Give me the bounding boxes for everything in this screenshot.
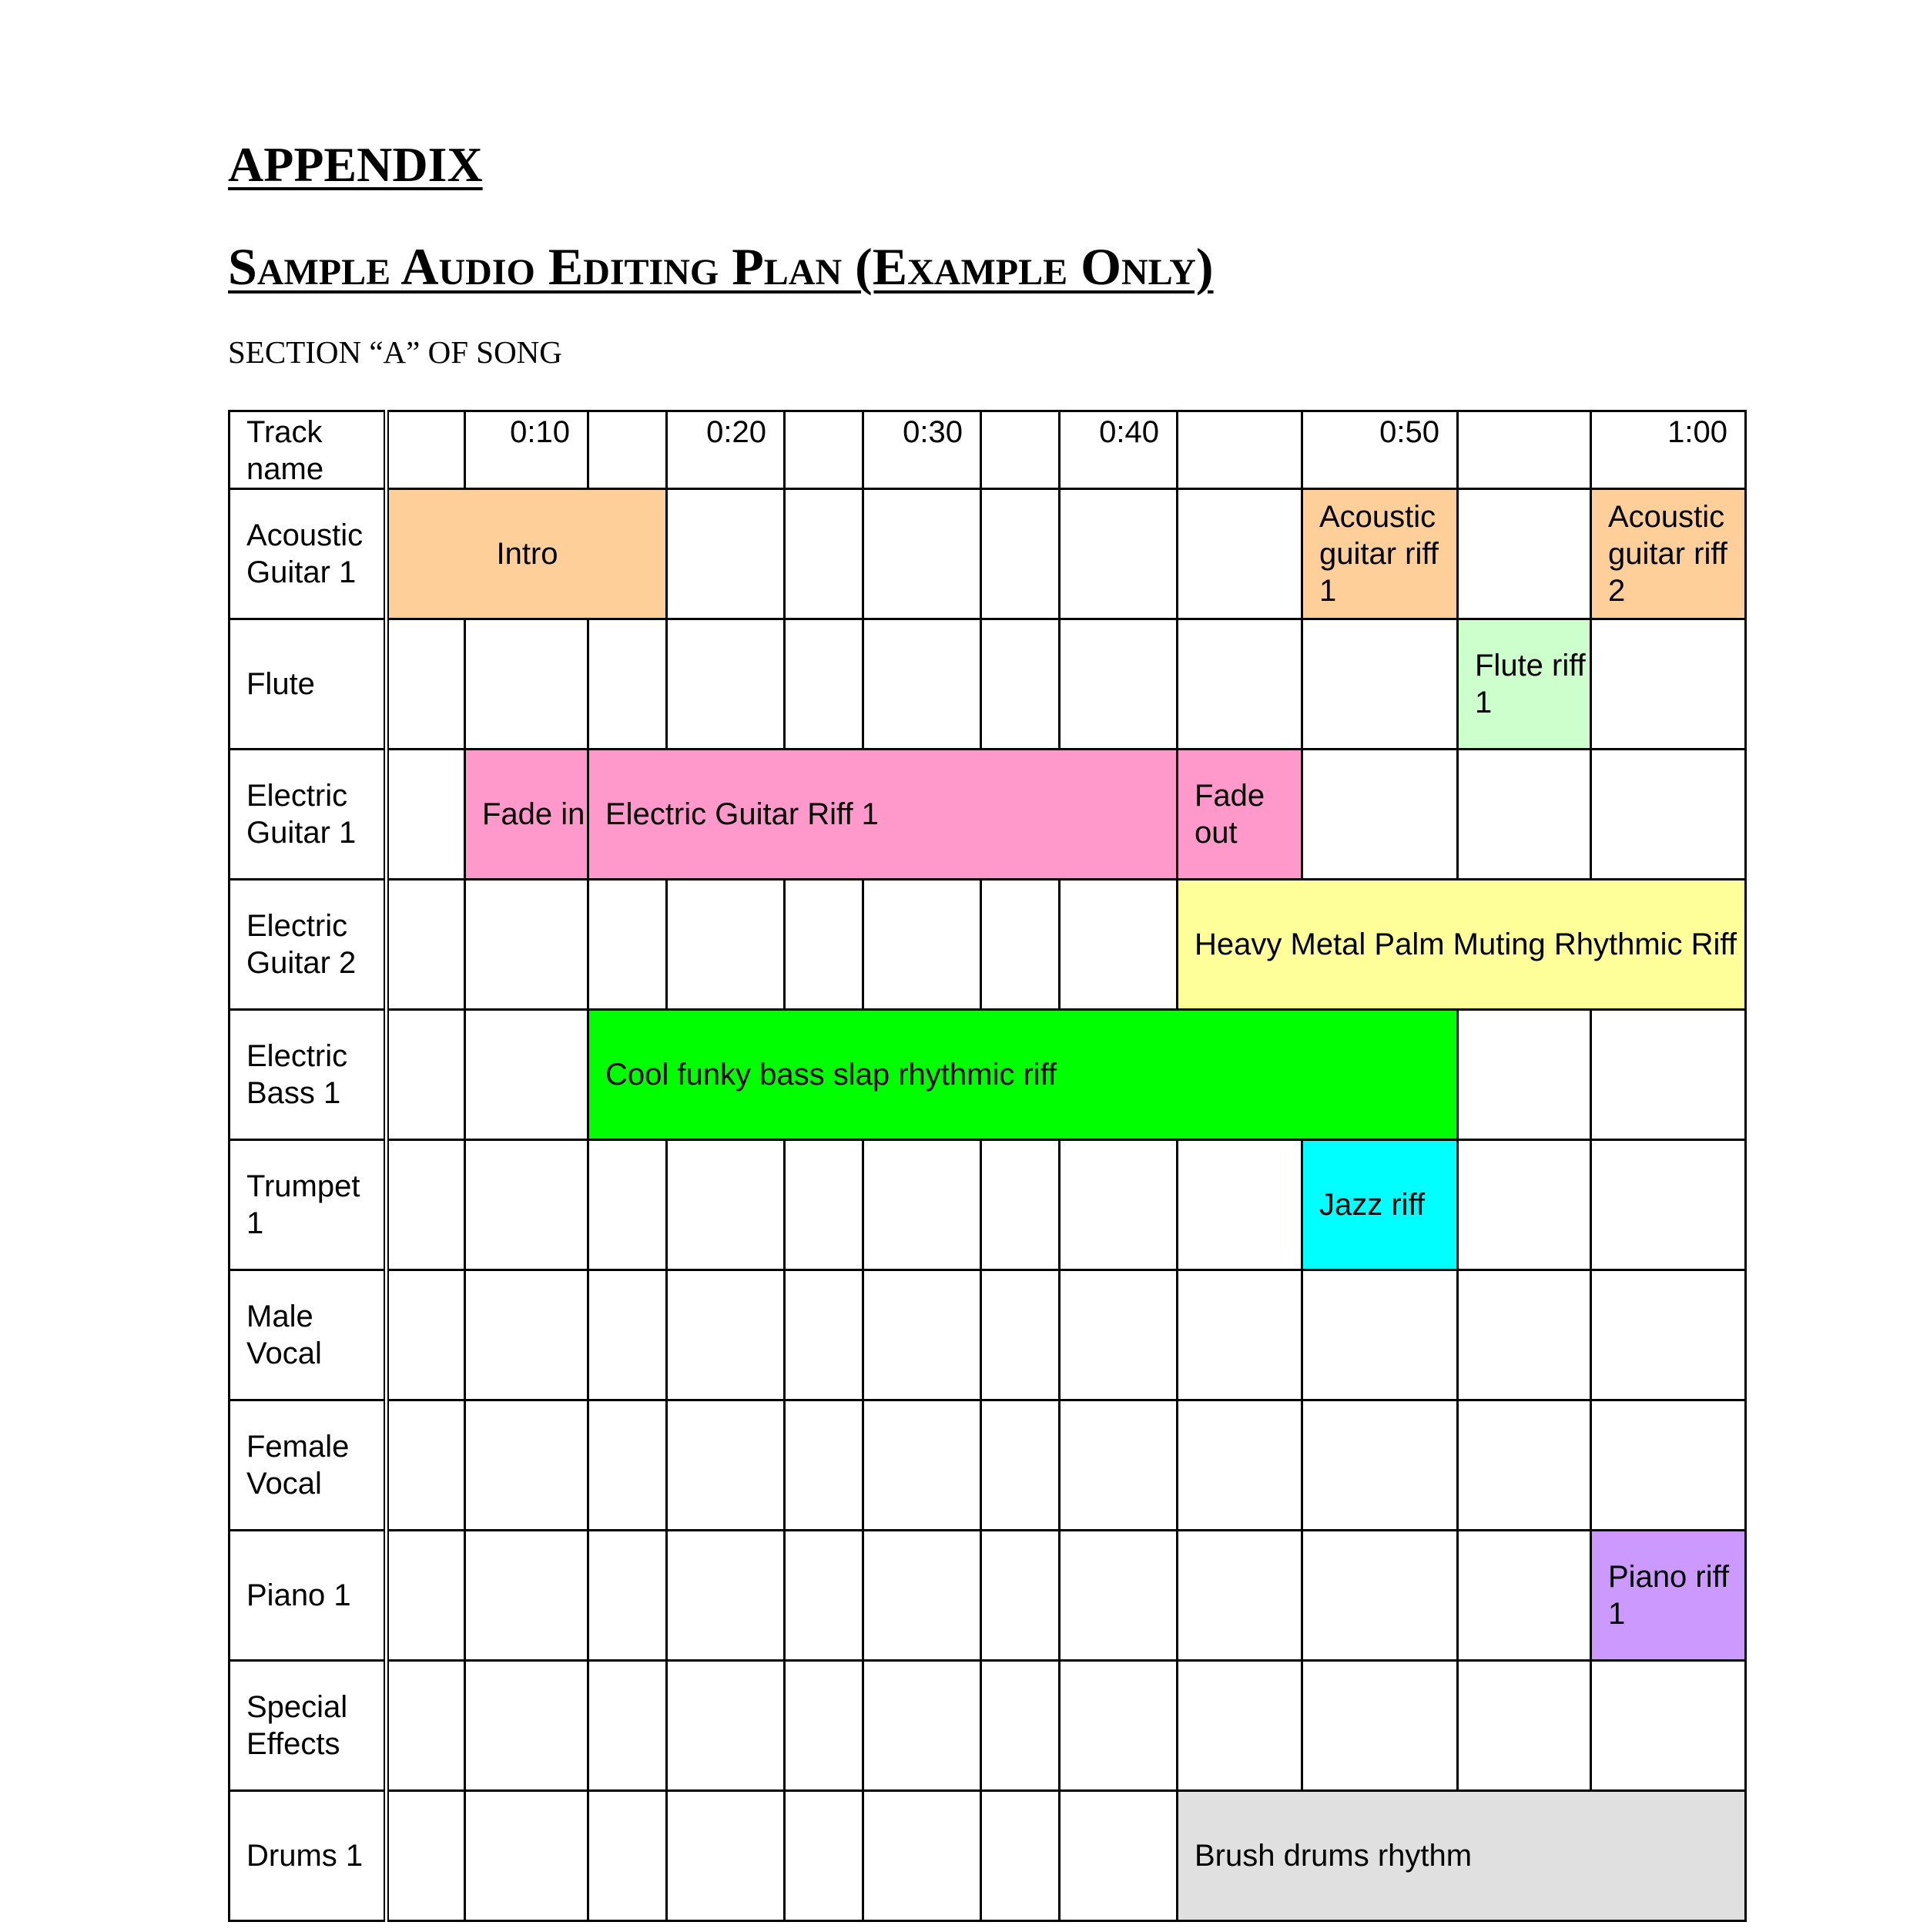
document-title: Sample Audio Editing Plan (Example Only)	[228, 237, 1214, 296]
track-row	[230, 619, 1746, 750]
empty-cell	[465, 1010, 588, 1140]
empty-cell	[667, 1140, 785, 1270]
empty-cell	[1458, 1400, 1591, 1531]
empty-cell	[785, 1791, 863, 1921]
empty-cell	[1302, 619, 1458, 750]
track-name: Special Effects	[230, 1661, 387, 1791]
clip-fade-in: Fade in	[465, 750, 588, 880]
track-name: Flute	[230, 619, 387, 750]
empty-cell	[1458, 750, 1591, 880]
track-row	[230, 750, 1746, 880]
empty-cell	[785, 880, 863, 1010]
empty-cell	[863, 1140, 981, 1270]
empty-cell	[667, 1661, 785, 1791]
clip-electric-guitar-riff-1: Electric Guitar Riff 1	[588, 750, 1178, 880]
empty-cell	[588, 619, 667, 750]
header-cell	[1458, 411, 1591, 489]
empty-cell	[1060, 1270, 1178, 1400]
empty-cell	[465, 880, 588, 1010]
track-name: Piano 1	[230, 1531, 387, 1661]
clip-piano-riff-1: Piano riff 1	[1591, 1531, 1746, 1661]
empty-cell	[1060, 1400, 1178, 1531]
empty-cell	[1178, 1270, 1302, 1400]
empty-cell	[667, 1270, 785, 1400]
empty-cell	[1458, 489, 1591, 619]
header-cell	[785, 411, 863, 489]
empty-cell	[785, 619, 863, 750]
empty-cell	[785, 1400, 863, 1531]
appendix-heading: APPENDIX	[228, 137, 483, 192]
empty-cell	[1060, 489, 1178, 619]
empty-cell	[588, 1400, 667, 1531]
clip-heavy-metal-riff: Heavy Metal Palm Muting Rhythmic Riff	[1178, 880, 1746, 1010]
empty-cell	[1060, 619, 1178, 750]
track-name: Acoustic Guitar 1	[230, 489, 387, 619]
empty-cell	[1178, 619, 1302, 750]
empty-cell	[588, 1140, 667, 1270]
empty-cell	[1178, 489, 1302, 619]
header-cell	[1178, 411, 1302, 489]
clip-fade-out: Fade out	[1178, 750, 1302, 880]
empty-cell	[1591, 1010, 1746, 1140]
empty-cell	[981, 1140, 1060, 1270]
header-cell	[981, 411, 1060, 489]
empty-cell	[667, 880, 785, 1010]
empty-cell	[785, 1270, 863, 1400]
empty-cell	[667, 1400, 785, 1531]
clip-brush-drums-rhythm: Brush drums rhythm	[1178, 1791, 1746, 1921]
empty-cell	[981, 489, 1060, 619]
empty-cell	[387, 1400, 465, 1531]
empty-cell	[1060, 880, 1178, 1010]
empty-cell	[1302, 750, 1458, 880]
header-row	[230, 411, 1746, 489]
empty-cell	[1458, 1010, 1591, 1140]
empty-cell	[981, 1661, 1060, 1791]
empty-cell	[1178, 1531, 1302, 1661]
track-row	[230, 1661, 1746, 1791]
empty-cell	[785, 1140, 863, 1270]
empty-cell	[1591, 1270, 1746, 1400]
track-row	[230, 1791, 1746, 1921]
empty-cell	[1458, 1270, 1591, 1400]
time-label: 0:50	[1302, 411, 1458, 489]
empty-cell	[863, 880, 981, 1010]
empty-cell	[588, 1661, 667, 1791]
empty-cell	[863, 1791, 981, 1921]
empty-cell	[1178, 1661, 1302, 1791]
empty-cell	[465, 1661, 588, 1791]
empty-cell	[863, 489, 981, 619]
clip-jazz-riff: Jazz riff	[1302, 1140, 1458, 1270]
empty-cell	[1591, 619, 1746, 750]
time-label: 0:10	[465, 411, 588, 489]
empty-cell	[785, 1531, 863, 1661]
track-name: Drums 1	[230, 1791, 387, 1921]
empty-cell	[387, 1140, 465, 1270]
track-row	[230, 1140, 1746, 1270]
empty-cell	[387, 1531, 465, 1661]
empty-cell	[1302, 1661, 1458, 1791]
empty-cell	[465, 1791, 588, 1921]
empty-cell	[588, 1791, 667, 1921]
empty-cell	[1302, 1531, 1458, 1661]
empty-cell	[387, 619, 465, 750]
empty-cell	[387, 750, 465, 880]
track-row	[230, 489, 1746, 619]
empty-cell	[465, 1140, 588, 1270]
empty-cell	[863, 1661, 981, 1791]
empty-cell	[863, 619, 981, 750]
empty-cell	[1591, 1661, 1746, 1791]
track-name: Electric Bass 1	[230, 1010, 387, 1140]
empty-cell	[465, 1531, 588, 1661]
empty-cell	[465, 1400, 588, 1531]
track-row	[230, 1531, 1746, 1661]
track-name: Female Vocal	[230, 1400, 387, 1531]
track-row	[230, 1270, 1746, 1400]
empty-cell	[785, 1661, 863, 1791]
empty-cell	[1060, 1531, 1178, 1661]
empty-cell	[863, 1400, 981, 1531]
empty-cell	[588, 880, 667, 1010]
empty-cell	[667, 1531, 785, 1661]
track-row	[230, 1010, 1746, 1140]
header-cell	[588, 411, 667, 489]
empty-cell	[1591, 1400, 1746, 1531]
empty-cell	[387, 1010, 465, 1140]
track-name: Electric Guitar 2	[230, 880, 387, 1010]
empty-cell	[465, 619, 588, 750]
empty-cell	[588, 1531, 667, 1661]
track-name: Trumpet 1	[230, 1140, 387, 1270]
clip-intro: Intro	[387, 489, 667, 619]
empty-cell	[387, 1661, 465, 1791]
empty-cell	[1060, 1791, 1178, 1921]
clip-acoustic-guitar-riff-1: Acoustic guitar riff 1	[1302, 489, 1458, 619]
clip-flute-riff-1: Flute riff 1	[1458, 619, 1591, 750]
empty-cell	[1178, 1140, 1302, 1270]
track-name: Male Vocal	[230, 1270, 387, 1400]
empty-cell	[1458, 1140, 1591, 1270]
time-label: 0:40	[1060, 411, 1178, 489]
empty-cell	[465, 1270, 588, 1400]
empty-cell	[1178, 1400, 1302, 1531]
empty-cell	[387, 1791, 465, 1921]
empty-cell	[981, 619, 1060, 750]
time-label: 0:20	[667, 411, 785, 489]
empty-cell	[1060, 1140, 1178, 1270]
empty-cell	[1458, 1531, 1591, 1661]
empty-cell	[863, 1270, 981, 1400]
empty-cell	[785, 489, 863, 619]
clip-acoustic-guitar-riff-2: Acoustic guitar riff 2	[1591, 489, 1746, 619]
empty-cell	[1591, 1140, 1746, 1270]
empty-cell	[1302, 1270, 1458, 1400]
track-row	[230, 880, 1746, 1010]
track-row	[230, 1400, 1746, 1531]
empty-cell	[863, 1531, 981, 1661]
empty-cell	[981, 1400, 1060, 1531]
empty-cell	[667, 1791, 785, 1921]
section-label: SECTION “A” OF SONG	[228, 334, 562, 370]
track-name: Electric Guitar 1	[230, 750, 387, 880]
empty-cell	[1060, 1661, 1178, 1791]
empty-cell	[981, 1270, 1060, 1400]
audio-editing-plan-table	[228, 410, 1747, 1922]
empty-cell	[981, 880, 1060, 1010]
empty-cell	[981, 1791, 1060, 1921]
empty-cell	[1458, 1661, 1591, 1791]
empty-cell	[387, 1270, 465, 1400]
empty-cell	[1302, 1400, 1458, 1531]
header-cell	[387, 411, 465, 489]
empty-cell	[588, 1270, 667, 1400]
empty-cell	[387, 880, 465, 1010]
time-label: 1:00	[1591, 411, 1746, 489]
header-track-name: Track name	[230, 411, 387, 489]
time-label: 0:30	[863, 411, 981, 489]
empty-cell	[667, 619, 785, 750]
empty-cell	[667, 489, 785, 619]
empty-cell	[1591, 750, 1746, 880]
clip-bass-slap-riff: Cool funky bass slap rhythmic riff	[588, 1010, 1458, 1140]
empty-cell	[981, 1531, 1060, 1661]
